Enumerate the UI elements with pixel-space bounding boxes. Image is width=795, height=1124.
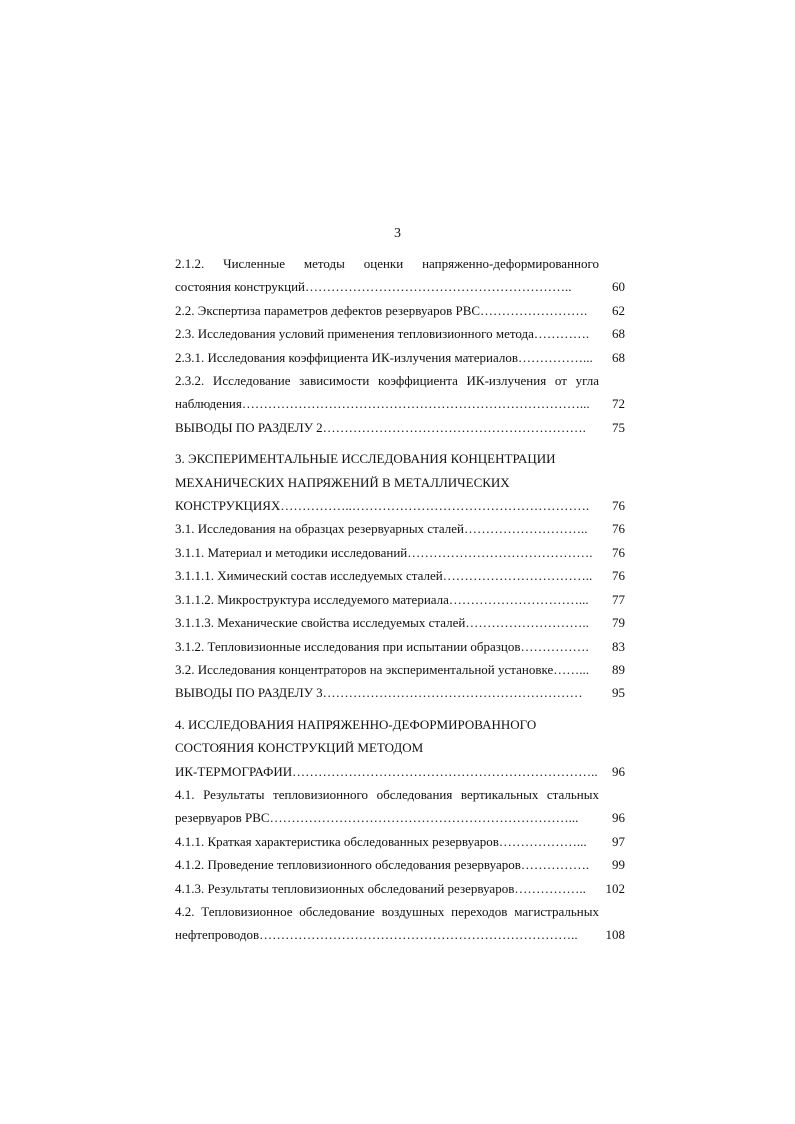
toc-entry-2-1-2-line1: 2.1.2. Численные методы оценки напряженно-деформированного xyxy=(175,256,599,271)
toc-entry-text: 2.3.1. Исследования коэффициента ИК-излучения материалов……………... xyxy=(175,349,593,365)
toc-entry-text: 4.1.3. Результаты тепловизионных обследований резервуаров…………….. xyxy=(175,880,586,896)
toc-page-number: 83 xyxy=(612,638,625,654)
toc-entry-3-1-1 xyxy=(175,541,625,564)
toc-entry-text: нефтепроводов……………………………………………………………….. xyxy=(175,927,578,943)
toc-entry-2-3-1 xyxy=(175,346,625,369)
toc-entry-text: резервуаров РВС……………………………………………………………... xyxy=(175,810,579,826)
toc-page-number: 75 xyxy=(612,419,625,435)
toc-entry-text: 4.1.2. Проведение тепловизионного обследования резервуаров……………. xyxy=(175,857,590,873)
toc-entry-text: 3.1.2. Тепловизионные исследования при испытании образцов……………. xyxy=(175,638,589,654)
toc-page-number: 79 xyxy=(612,615,625,631)
table-of-contents xyxy=(175,252,625,947)
toc-entry-4-1-2 xyxy=(175,853,625,876)
toc-entry-3-1-1-3 xyxy=(175,611,625,634)
toc-entry-3-1-2 xyxy=(175,635,625,658)
toc-entry-4-2-line1: 4.2. Тепловизионное обследование воздушных переходов магистральных xyxy=(175,903,599,919)
toc-entry-2-3 xyxy=(175,322,625,345)
toc-entry-text: ВЫВОДЫ ПО РАЗДЕЛУ 2……………………………………………………. xyxy=(175,419,586,435)
toc-page-number: 96 xyxy=(612,763,625,779)
toc-entry-text: состояния конструкций…………………………………………………….. xyxy=(175,279,572,295)
toc-entry-text: 3.1.1. Материал и методики исследований……………………………………. xyxy=(175,544,593,560)
toc-entry-text: 2.3. Исследования условий применения тепловизионного метода…………. xyxy=(175,326,590,342)
toc-entry-3-1 xyxy=(175,517,625,540)
toc-page-number: 62 xyxy=(612,302,625,318)
toc-page-number: 102 xyxy=(605,880,625,896)
toc-entry-4-1-3 xyxy=(175,877,625,900)
toc-entry-text: 3.2. Исследования концентраторов на экспериментальной установке……... xyxy=(175,661,589,677)
toc-entry-4-1-line1: 4.1. Результаты тепловизионного обследования вертикальных стальных xyxy=(175,786,599,802)
toc-entry-text: 3.1. Исследования на образцах резервуарных сталей……………………….. xyxy=(175,521,588,537)
toc-page-number: 89 xyxy=(612,661,625,677)
section-3-heading-line1: 3. ЭКСПЕРИМЕНТАЛЬНЫЕ ИССЛЕДОВАНИЯ КОНЦЕНТРАЦИИ xyxy=(175,451,556,467)
toc-entry-3-1-1-1 xyxy=(175,564,625,587)
toc-page-number: 72 xyxy=(612,396,625,412)
toc-page-number: 76 xyxy=(612,521,625,537)
section-4-heading-line2: СОСТОЯНИЯ КОНСТРУКЦИЙ МЕТОДОМ xyxy=(175,740,424,756)
toc-page-number: 68 xyxy=(612,326,625,342)
toc-entry-text: 3.1.1.2. Микроструктура исследуемого материала…………………………... xyxy=(175,591,589,607)
toc-entry-text: 2.2. Экспертиза параметров дефектов резервуаров РВС……………………. xyxy=(175,302,588,318)
toc-entry-2-2 xyxy=(175,299,625,322)
toc-entry-4-2 xyxy=(175,923,625,946)
section-3-heading-line2: МЕХАНИЧЕСКИХ НАПРЯЖЕНИЙ В МЕТАЛЛИЧЕСКИХ xyxy=(175,474,510,490)
section-3-heading-line3 xyxy=(175,494,625,517)
toc-page-number: 77 xyxy=(612,591,625,607)
toc-page-number: 108 xyxy=(605,927,625,943)
toc-entry-2-3-2 xyxy=(175,392,625,415)
toc-entry-4-1-1 xyxy=(175,830,625,853)
toc-entry-text: 3.1.1.3. Механические свойства исследуемых сталей……………………….. xyxy=(175,615,589,631)
toc-page-number: 76 xyxy=(612,568,625,584)
toc-page-number: 95 xyxy=(612,685,625,701)
page-number: 3 xyxy=(394,226,401,241)
toc-page-number: 99 xyxy=(612,857,625,873)
toc-page-number: 96 xyxy=(612,810,625,826)
toc-entry-text: ИК-ТЕРМОГРАФИИ…………………………………………………………….. xyxy=(175,763,598,779)
toc-entry-text: ВЫВОДЫ ПО РАЗДЕЛУ 3…………………………………………………… xyxy=(175,685,583,701)
toc-page-number: 76 xyxy=(612,544,625,560)
toc-entry-text: 3.1.1.1. Химический состав исследуемых сталей…………………………….. xyxy=(175,568,593,584)
toc-page-number: 68 xyxy=(612,349,625,365)
toc-entry-3-2 xyxy=(175,658,625,681)
toc-page-number: 60 xyxy=(612,279,625,295)
toc-entry-conclusions-3 xyxy=(175,681,625,704)
toc-entry-2-1-2 xyxy=(175,275,625,298)
toc-entry-text: 4.1.1. Краткая характеристика обследованных резервуаров………………... xyxy=(175,833,587,849)
toc-page-number: 97 xyxy=(612,833,625,849)
toc-entry-4-1 xyxy=(175,806,625,829)
section-4-heading-line3 xyxy=(175,760,625,783)
section-4-heading-line1: 4. ИССЛЕДОВАНИЯ НАПРЯЖЕННО-ДЕФОРМИРОВАННОГО xyxy=(175,716,537,732)
toc-entry-3-1-1-2 xyxy=(175,588,625,611)
toc-entry-text: наблюдения……………………………………………………………………... xyxy=(175,396,590,412)
toc-entry-2-3-2-line1: 2.3.2. Исследование зависимости коэффициента ИК-излучения от угла xyxy=(175,373,599,389)
toc-page-number: 76 xyxy=(612,498,625,514)
toc-entry-conclusions-2 xyxy=(175,416,625,439)
toc-entry-text: КОНСТРУКЦИЯХ……………..………………………………………………. xyxy=(175,498,590,514)
